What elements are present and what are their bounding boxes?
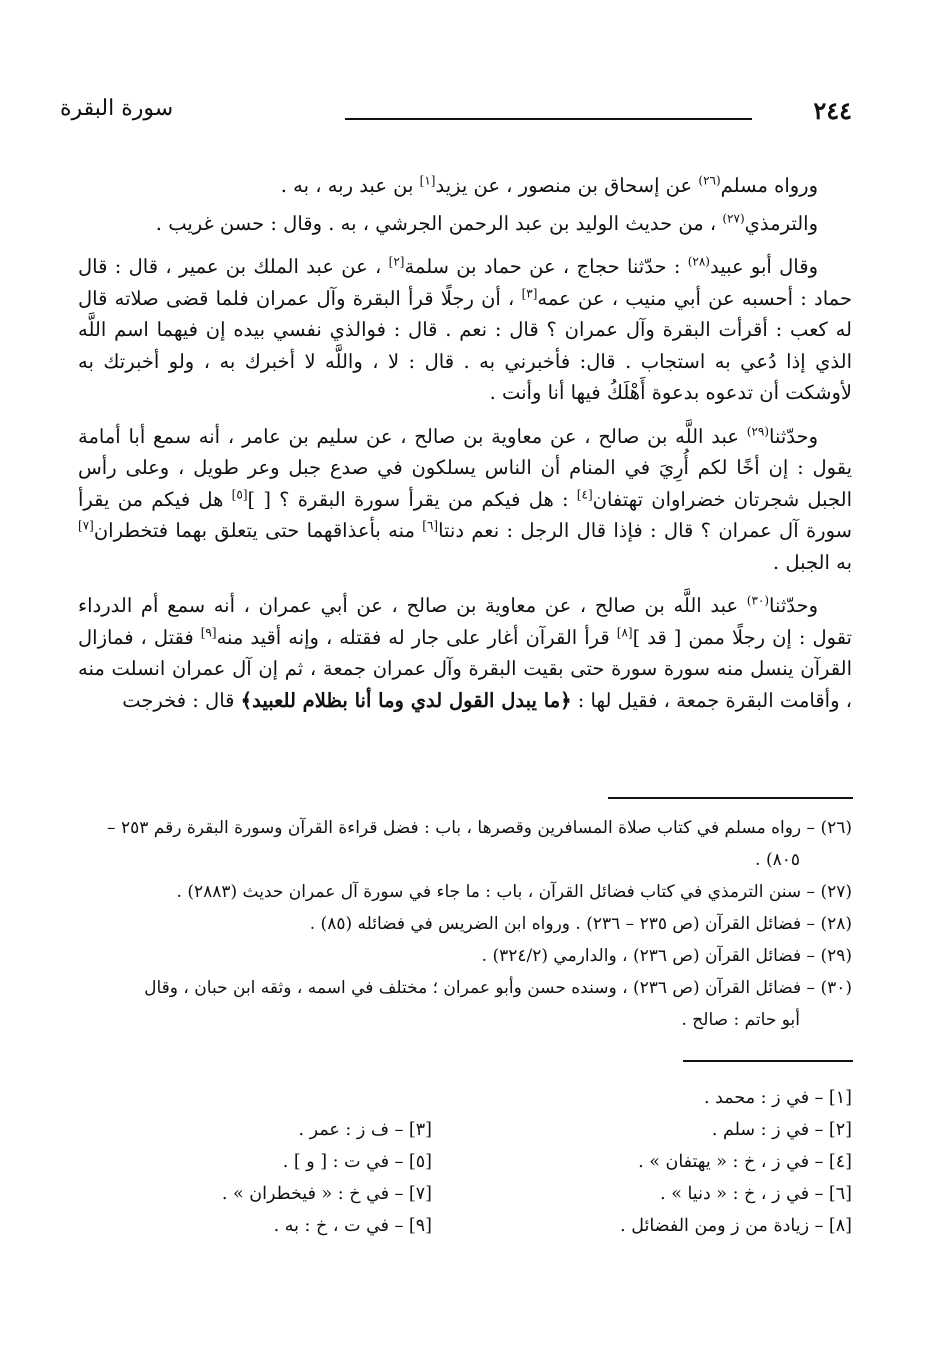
footnote-continuation: ٨٠٥) . (755, 850, 800, 870)
footnote-27 (78, 876, 852, 908)
variant-ref: [٥] (231, 487, 248, 501)
paragraph-4 (78, 421, 852, 579)
footnote-ref: (٢٨) (687, 254, 710, 269)
variant-note: [١] – في ز : محمد . (703, 1088, 852, 1108)
variant-ref: [١] (419, 173, 436, 188)
footnote-text: – رواه مسلم في كتاب صلاة المسافرين وقصرها ، باب : فضل قراءة القرآن وسورة البقرة رقم ٢٥٣ – (107, 818, 821, 838)
footnotes (78, 812, 852, 1036)
footnote-number: (٣٠) (820, 978, 852, 998)
variant-row (170, 1114, 852, 1146)
variant-note: [٤] – في ز ، خ : « يهتفان » . (638, 1152, 852, 1172)
paragraph-2 (78, 208, 852, 240)
text-run: ، عن عبد الملك بن عمير ، قال : قال حماد : أحسبه عن أبي منيب ، عن عمه (78, 255, 852, 310)
footnote-30 (78, 972, 852, 1036)
variant-row (170, 1146, 852, 1178)
footnote-number: (٢٨) (820, 914, 852, 934)
text-run: منه بأعذاقهما حتى يتعلق بهما فتخطران (93, 519, 423, 542)
variant-ref: [٤] (576, 487, 593, 501)
variant-ref: [٩] (200, 625, 217, 639)
footnote-text: – سنن الترمذي في كتاب فضائل القرآن ، باب : ما جاء في سورة آل عمران حديث (٢٨٨٣) . (176, 882, 821, 902)
text-run: ، من حديث الوليد بن عبد الرحمن الجرشي ، به . وقال : حسن غريب . (155, 211, 723, 235)
footnote-number: (٢٩) (820, 946, 852, 966)
paragraph-5 (78, 590, 852, 716)
text-run: به الجبل . (772, 550, 852, 574)
text-run: قرأ القرآن أغار على جار له فقتله ، وإنه أقيد منه (216, 625, 617, 649)
footnote-29 (78, 940, 852, 972)
text-run: وحدّثنا (769, 594, 818, 617)
variant-note: [٢] – في ز : سلم . (711, 1120, 852, 1140)
text-run: ورواه مسلم (720, 174, 818, 197)
variant-ref: [٧] (78, 518, 94, 533)
text-run: وحدّثنا (769, 424, 818, 448)
text-run: : حدّثنا حجاج ، عن حماد بن سلمة (404, 255, 688, 278)
footnote-text: – فضائل القرآن (ص ٢٣٥ – ٢٣٦) . ورواه ابن الضريس في فضائله (٨٥) . (309, 914, 821, 934)
footnote-ref: (٢٧) (722, 211, 745, 225)
text-run: عبد اللَّه بن صالح ، عن معاوية بن صالح ، عن سليم بن عامر ، أنه سمع أبا أمامة يقول : إن أخًا لكم أُرِيَ في المنام أن الناس يسلكون في صدع جبل وعر طويل ، وعلى رأس الجبل شجرتان خضراوان تهتفان (78, 424, 852, 511)
footnote-ref: (٣٠) (746, 593, 770, 608)
variants-rule (683, 1060, 853, 1062)
text-run: ، أن رجلًا قرأ البقرة وآل عمران فلما قضى صلاته قال له كعب : أقرأت البقرة وآل عمران ؟ قال : نعم . قال : فوالذي نفسي بيده إن فيهما اسم اللَّه الذي إذا دُعي به استجاب . قال: فأخبرني به . قال : لا ، واللَّه لا أخبرك به ، ولو أخبرتك به لأوشكت أن تدعوه بدعوة أَهْلَكُ فيها أنا وأنت . (78, 286, 852, 404)
footnote-number: (٢٧) (820, 882, 852, 902)
main-text (78, 170, 852, 728)
header-rule (345, 118, 752, 120)
variant-row (170, 1178, 852, 1210)
text-run: قال : فخرجت (122, 688, 241, 712)
manuscript-variants (170, 1082, 852, 1242)
text-run: هل فيكم من يقرأ سورة آل عمران ؟ قال : فإذا قال الرجل : نعم دنتا (78, 487, 852, 542)
text-run: عن إسحاق بن منصور ، عن يزيد (435, 174, 699, 197)
variant-row (170, 1210, 852, 1242)
variant-row (170, 1082, 852, 1114)
page-header (60, 96, 852, 132)
paragraph-3 (78, 251, 852, 409)
variant-note: [٥] – في ت : [ و ] . (282, 1152, 432, 1172)
footnote-26 (78, 812, 852, 876)
footnote-rule (608, 797, 853, 799)
text-run: وقال أبو عبيد (709, 255, 818, 278)
variant-note: [٩] – في ت ، خ : به . (273, 1216, 432, 1236)
footnote-continuation: أبو حاتم : صالح . (681, 1010, 800, 1030)
variant-note: [٨] – زيادة من ز ومن الفضائل . (620, 1216, 852, 1236)
paragraph-1 (78, 170, 852, 202)
variant-note: [٣] – ف ز : عمر . (298, 1120, 432, 1140)
text-run: عبد اللَّه بن صالح ، عن معاوية بن صالح ، عن أبي عمران ، أنه سمع أم الدرداء تقول : إن رجلًا ممن [ قد ] (78, 594, 852, 649)
variant-note: [٧] – في خ : « فيخطران » . (221, 1184, 432, 1204)
variant-ref: [٨] (616, 625, 633, 639)
quran-verse: ﴿ما يبدل القول لدي وما أنا بظلام للعبيد﴾ (240, 688, 572, 712)
text-run: : هل فيكم من يقرأ سورة البقرة ؟ [ ] (247, 487, 577, 511)
variant-ref: [٦] (422, 518, 439, 533)
footnote-ref: (٢٦) (698, 173, 721, 188)
page-number: ٢٤٤ (813, 96, 852, 125)
variant-note (172, 1082, 432, 1114)
variant-ref: [٣] (521, 286, 538, 300)
variant-note: [٦] – في ز ، خ : « دنيا » . (660, 1184, 852, 1204)
footnote-ref: (٢٩) (746, 424, 770, 438)
text-run: بن عبد ربه ، به . (280, 174, 420, 197)
footnote-text: – فضائل القرآن (ص ٢٣٦) ، وسنده حسن وأبو عمران ؛ مختلف في اسمه ، وثقه ابن حبان ، وقال (144, 978, 821, 998)
text-run: فقتل ، فمازال القرآن ينسل منه سورة سورة حتى بقيت البقرة وآل عمران جمعة ، ثم إن آل عمران انسلت منه ، وأقامت البقرة جمعة ، فقيل لها : (78, 625, 852, 712)
footnote-28 (78, 908, 852, 940)
surah-title: سورة البقرة (60, 96, 174, 121)
text-run: والترمذي (744, 211, 818, 235)
footnote-number: (٢٦) (820, 818, 852, 838)
footnote-text: – فضائل القرآن (ص ٢٣٦) ، والدارمي (٣٢٤/٢) . (481, 946, 821, 966)
variant-ref: [٢] (388, 254, 405, 269)
